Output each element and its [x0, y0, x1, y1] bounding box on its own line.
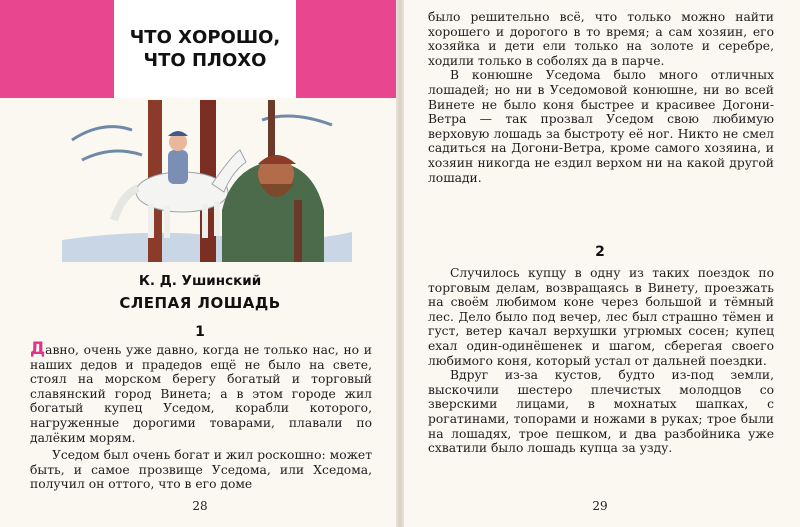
right-page	[400, 0, 800, 527]
page-number-left: 28	[192, 499, 208, 513]
section-title	[114, 26, 296, 72]
right-body-text-bottom	[428, 266, 774, 456]
right-paragraph-2: В конюшне Уседома было много отличных лошадей; но ни в Уседомовой конюшне, ни во всей Винете не было коня быстрее и красивее Догони-Ветра — так прозвал Уседом свою любимую верховую лошадь за быстроту её ног. Никто не смел садиться на Догони-Ветра, кроме самого хозяина, и хозяин никогда не ездил верхом ни на какой другой лошади.	[428, 68, 774, 185]
chapter-1-number: 1	[195, 324, 205, 340]
story-illustration	[62, 100, 352, 262]
left-body-text	[30, 339, 372, 492]
section-title-line1: ЧТО ХОРОШО,	[129, 27, 281, 48]
right-body-text-top	[428, 10, 774, 185]
drop-cap: Д	[30, 339, 46, 359]
right-paragraph-1: было решительно всё, что только можно найти хорошего и дорогого в то время; а сам хозяин, его хозяйка и дети ели только на золоте и серебре, ходили только в соболях да в парче.	[428, 10, 774, 68]
left-paragraph-1	[30, 339, 372, 445]
left-paragraph-2: Уседом был очень богат и жил роскошно: может быть, и самое прозвище Уседома, или Хседома, получил он оттого, что в его доме	[30, 448, 372, 492]
author-name: К. Д. Ушинский	[138, 273, 262, 289]
story-title: СЛЕПАЯ ЛОШАДЬ	[119, 294, 281, 312]
right-paragraph-4: Вдруг из-за кустов, будто из-под земли, выскочили шестеро плечистых молодцов со зверскими лицами, в мохнатых шапках, с рогатинами, топорами и ножами в руках; трое были на лошадях, трое пешком, и два разбойника уже схватили было лошадь купца за узду.	[428, 368, 774, 456]
right-paragraph-3: Случилось купцу в одну из таких поездок по торговым делам, возвращаясь в Винету, проезжать на своём любимом коне через большой и тёмный лес. Дело было под вечер, лес был страшно тёмен и густ, ветер качал верхушки угрюмых сосен; купец ехал один-одинёшенек и шагом, сберегая своего любимого коня, который устал от дальней поездки.	[428, 266, 774, 368]
chapter-2-number: 2	[595, 244, 605, 260]
section-title-line2: ЧТО ПЛОХО	[143, 50, 267, 71]
page-number-right: 29	[592, 499, 608, 513]
left-paragraph-1-text: авно, очень уже давно, когда не только нас, но и наших дедов и прадедов ещё не было на свете, стоял на морском берегу богатый и торговый славянский город Винета; а в этом городе жил богатый купец Уседом, корабли которого, нагруженные дорогими товарами, плавали по далёким морям.	[30, 343, 372, 445]
